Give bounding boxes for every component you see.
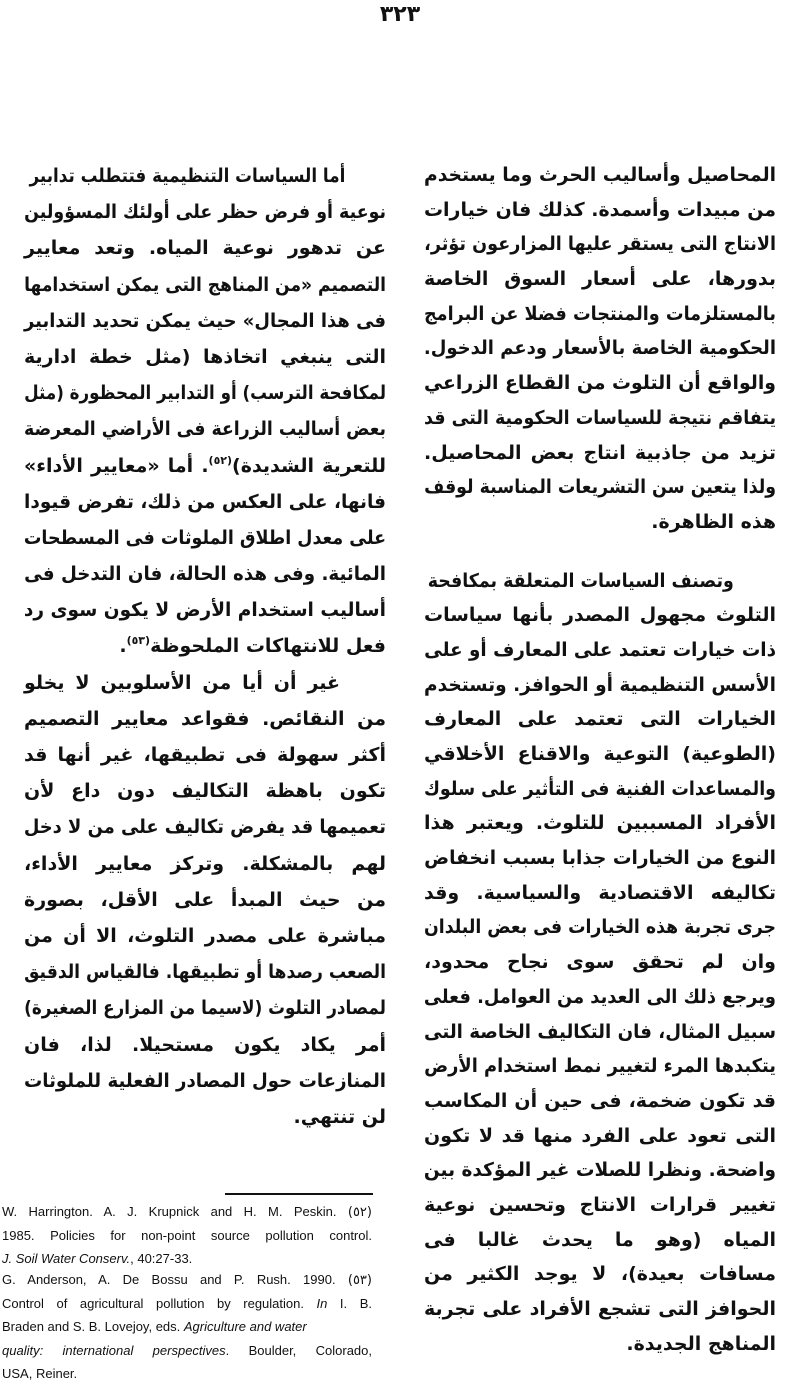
text-line [424, 1119, 776, 1154]
footnote-line [2, 1200, 372, 1224]
text-segment: تزيد من جاذبية انتاج بعض المحاصيل. [424, 441, 776, 464]
text-line [23, 592, 386, 628]
text-line [423, 1153, 776, 1188]
text-segment: أمر يكاد يكون مستحيلا. لذا، فان [24, 1033, 386, 1056]
footnote-reference: (٥٣) [126, 634, 151, 648]
text-segment: بعض أساليب الزراعة فى الأراضي المعرضة [24, 418, 387, 441]
text-line [424, 806, 776, 841]
italic-title: Agriculture and water [183, 1319, 307, 1334]
text-segment: يتفاقم نتيجة للسياسات الحكومية التى قد [424, 406, 776, 429]
text-segment: تكون باهظة التكاليف دون داع لأن [24, 780, 386, 803]
text-segment: . [119, 635, 127, 658]
text-line [24, 918, 386, 954]
text-line [24, 411, 387, 447]
footnote-text: I. B. [327, 1295, 372, 1311]
text-line [24, 846, 386, 882]
text-line [424, 1223, 776, 1258]
footnote-text: . Boulder, Colorado, [225, 1342, 372, 1358]
text-segment: على معدل اطلاق الملوثات فى المسطحات [23, 526, 386, 549]
text-segment: تكاليفه الاقتصادية والسياسية. وقد [424, 881, 776, 904]
text-segment: فعل للانتهاكات الملحوظة [150, 635, 386, 658]
text-line [424, 598, 776, 633]
text-segment: نوعية أو فرض حظر على أولئك المسؤولين [24, 201, 387, 224]
text-segment: من مبيدات وأسمدة. كذلك فان خيارات [423, 198, 776, 221]
text-segment: من حيث المبدأ على الأقل، بصورة [24, 888, 386, 911]
text-line [24, 267, 387, 303]
text-line [24, 375, 386, 411]
text-segment: ويرجع ذلك الى العديد من العوامل. فعلى [423, 985, 776, 1008]
text-line [424, 1188, 776, 1223]
text-segment: لمكافحة الترسب) أو التدابير المحظورة (مثل [24, 382, 386, 405]
text-line [424, 1084, 776, 1119]
italic-title: J. Soil Water Conserv. [2, 1251, 131, 1266]
text-line [29, 158, 386, 194]
text-segment: الأفراد المسببين للتلوث. ويعتبر هذا [424, 812, 776, 835]
text-line [24, 954, 387, 990]
text-line [423, 297, 776, 332]
text-segment: فانها، على العكس من ذلك، تفرض قيودا [24, 490, 387, 513]
footnote-52 [2, 1200, 372, 1271]
text-segment: التى تعود على الفرد منها قد لا تكون [424, 1124, 776, 1147]
text-segment: التلوث مجهول المصدر بأنها سياسات [424, 604, 776, 627]
text-segment: لن تنتهي. [293, 1105, 386, 1128]
text-segment: المنازعات حول المصادر الفعلية للملوثات [24, 1069, 387, 1092]
text-line [24, 990, 386, 1026]
text-line [424, 910, 776, 945]
text-line [424, 158, 776, 193]
footnote-text: W. Harrington. A. J. Krupnick and H. M. Peskin. [2, 1204, 337, 1219]
text-segment: فى هذا المجال» حيث يمكن تحديد التدابير [23, 309, 386, 332]
text-segment: النوع من الخيارات جذابا بسبب انخفاض [424, 847, 776, 870]
text-line [424, 227, 776, 262]
text-segment: يتكبدها المرء لتغيير نمط استخدام الأرض [424, 1055, 776, 1078]
text-segment: الحكومية الخاصة بالأسعار ودعم الدخول. [423, 337, 776, 360]
text-segment: تغيير قرارات الانتاج وتحسين نوعية [424, 1193, 776, 1216]
text-line [24, 1027, 386, 1063]
footnote-text: G. Anderson, A. De Bossu and P. Rush. 1990. [2, 1272, 336, 1287]
text-segment: سبيل المثال، فان التكاليف الخاصة التى [423, 1020, 776, 1043]
footnote-text: 1985. Policies for non-point source pollution control. [2, 1227, 372, 1243]
footnote-line [2, 1247, 372, 1271]
text-line [24, 1099, 386, 1135]
text-line [424, 1049, 776, 1084]
text-line [24, 1063, 387, 1099]
text-line [423, 772, 776, 807]
text-segment: مسافات بعيدة)، لا يوجد الكثير من [424, 1263, 776, 1286]
text-segment: ذات خيارات تعتمد على المعارف أو على [424, 638, 776, 661]
text-line [24, 882, 386, 918]
text-line [424, 841, 776, 876]
text-line [424, 470, 776, 505]
text-line [424, 945, 776, 980]
text-segment: مباشرة على مصدر التلوث، الا أن من [24, 924, 386, 947]
footnote-text: USA, Reiner. [2, 1366, 78, 1381]
text-line [427, 564, 776, 599]
text-line [24, 484, 387, 520]
footnote-divider [225, 1193, 373, 1195]
text-line [424, 505, 776, 540]
text-segment: غير أن أيا من الأسلوبين لا يخلو [24, 671, 340, 694]
footnote-text: , 40:27-33. [130, 1251, 193, 1266]
text-segment: التى ينبغي اتخاذها (مثل خطة ادارية [24, 345, 386, 368]
text-line [24, 665, 386, 701]
footnote-line [2, 1315, 372, 1339]
text-segment: جرى تجربة هذه الخيارات فى بعض البلدان [424, 916, 776, 939]
footnote-text: Control of agricultural pollution by regulation. [2, 1295, 317, 1311]
text-line [423, 366, 776, 401]
text-line [424, 1292, 776, 1327]
text-segment: المحاصيل وأساليب الحرث وما يستخدم [424, 164, 776, 186]
text-segment: للتعرية الشديدة) [232, 454, 386, 477]
text-line [23, 809, 386, 845]
text-line [423, 668, 776, 703]
text-segment: وتصنف السياسات المتعلقة بمكافحة [427, 569, 734, 592]
footnote-reference: (٥٢) [208, 453, 233, 467]
text-segment: (الطوعية) التوعية والاقناع الأخلاقي [424, 743, 776, 765]
text-line [424, 436, 776, 471]
text-segment: وان لم تحقق سوى نجاح محدود، [424, 951, 776, 974]
page-number: ٣٢٣ [379, 2, 421, 27]
text-segment: قد تكون ضخمة، فى حين أن المكاسب [424, 1089, 776, 1112]
text-line [424, 702, 776, 737]
text-segment: والواقع أن التلوث من القطاع الزراعي [423, 372, 776, 395]
footnote-line [2, 1292, 372, 1316]
text-line [24, 448, 386, 484]
text-line [423, 331, 776, 366]
text-line [24, 701, 386, 737]
text-line [423, 980, 776, 1015]
text-segment: لمصادر التلوث (لاسيما من المزارع الصغيرة) [24, 997, 386, 1020]
text-line [424, 401, 776, 436]
text-segment: والمساعدات الفنية فى التأثير على سلوك [423, 777, 776, 800]
text-line [24, 773, 386, 809]
text-segment: الأسس التنظيمية أو الحوافز. وتستخدم [423, 673, 776, 696]
text-line [24, 194, 387, 230]
footnote-number: (٥٢) [347, 1205, 372, 1220]
text-line [424, 633, 776, 668]
italic-title: In [316, 1295, 328, 1311]
footnote-line [2, 1224, 372, 1248]
left-column [24, 158, 386, 1135]
text-line [424, 1257, 776, 1292]
text-line [424, 876, 776, 911]
text-line [423, 1015, 776, 1050]
footnote-line [2, 1362, 372, 1386]
text-segment: أساليب استخدام الأرض لا يكون سوى رد [23, 599, 386, 622]
text-line [24, 737, 386, 773]
text-segment: تعميمها قد يفرض تكاليف على من لا دخل [23, 816, 386, 839]
text-segment: لهم بالمشكلة. وتركز معايير الأداء، [24, 852, 386, 875]
text-segment: الخيارات التى تعتمد على المعارف [424, 708, 776, 731]
text-line [23, 303, 386, 339]
text-line [424, 1327, 776, 1362]
footnote-53 [2, 1268, 372, 1386]
text-segment: المناهج الجديدة. [626, 1332, 776, 1355]
text-line [24, 339, 386, 375]
text-segment: أما السياسات التنظيمية فتتطلب تدابير [29, 165, 346, 187]
text-line [424, 737, 776, 772]
footnote-number: (٥٣) [347, 1273, 372, 1288]
text-segment: الحوافز التى تشجع الأفراد على تجربة [424, 1298, 776, 1320]
text-line [424, 262, 776, 297]
text-segment: بدورها، على أسعار السوق الخاصة [424, 268, 776, 291]
text-segment: هذه الظاهرة. [651, 510, 776, 533]
text-segment: الصعب رصدها أو تطبيقها. فالقياس الدقيق [24, 961, 387, 984]
text-segment: ولذا يتعين سن التشريعات المناسبة لوقف [424, 476, 776, 499]
text-segment: من النقائص. فقواعد معايير التصميم [24, 707, 386, 730]
text-segment: بالمستلزمات والمنتجات فضلا عن البرامج [423, 302, 776, 325]
text-line [24, 230, 386, 266]
text-line [23, 520, 386, 556]
text-segment: المائية. وفى هذه الحالة، فان التدخل فى [24, 563, 387, 586]
italic-title: quality: international perspectives [2, 1342, 226, 1358]
text-segment: عن تدهور نوعية المياه. وتعد معايير [24, 237, 386, 260]
text-line [425, 193, 776, 228]
text-line [24, 556, 387, 592]
text-segment: التصميم «من المناهج التى يمكن استخدامها [24, 273, 387, 296]
text-segment: أكثر سهولة فى تطبيقها، غير أنها قد [24, 744, 386, 766]
text-segment: واضحة. ونظرا للصلات غير المؤكدة بين [423, 1159, 776, 1182]
footnote-line [2, 1268, 372, 1292]
text-segment: المياه (وهو ما يحدث غالبا فى [424, 1228, 776, 1251]
footnote-text: Braden and S. B. Lovejoy, eds. [2, 1319, 184, 1334]
right-column [424, 158, 776, 1361]
text-segment: الانتاج التى يستقر عليها المزارعون تؤثر، [424, 233, 776, 256]
footnote-line [2, 1339, 372, 1363]
text-line [24, 628, 386, 664]
text-segment: . أما «معايير الأداء» [24, 454, 209, 477]
